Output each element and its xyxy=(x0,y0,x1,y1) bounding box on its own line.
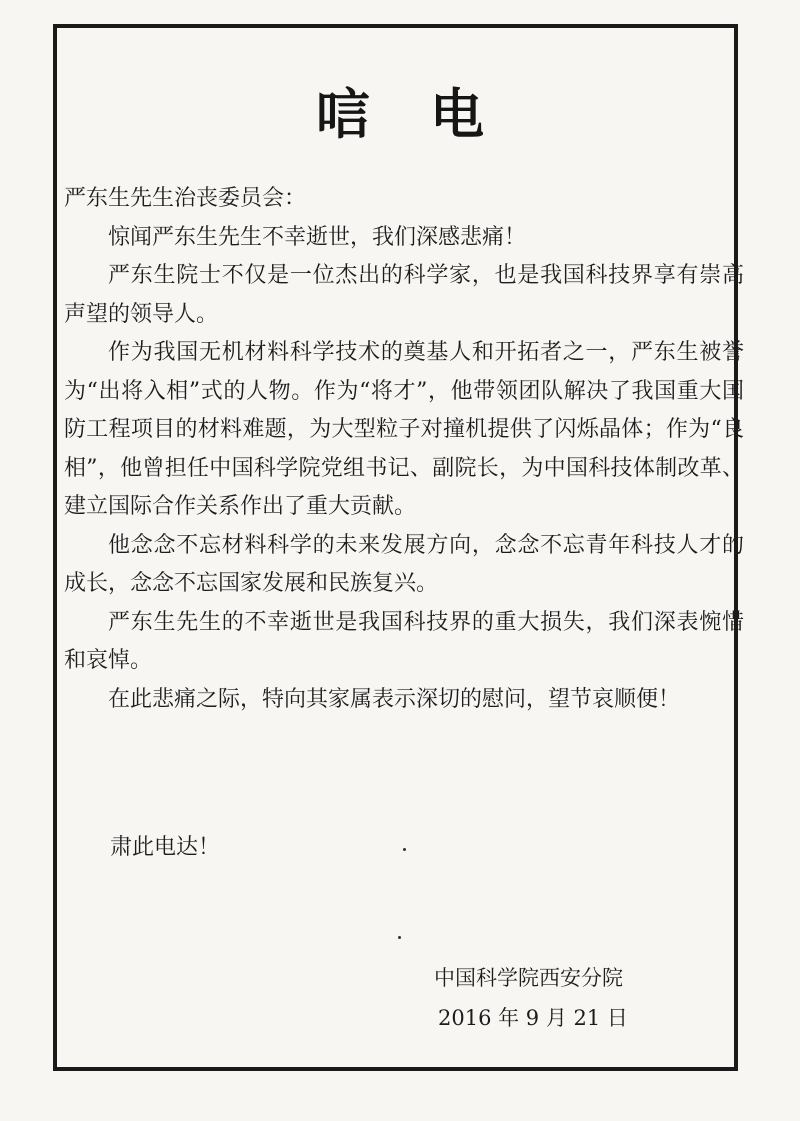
signature-date: 2016 年 9 月 21 日 xyxy=(438,1006,628,1030)
letter-body xyxy=(64,180,744,719)
document-title: 唁电 xyxy=(316,83,544,146)
scan-speck xyxy=(398,936,401,939)
paragraph: 严东生先生的不幸逝世是我国科技界的重大损失，我们深表惋惜和哀悼。 xyxy=(64,609,744,673)
paragraph: 在此悲痛之际，特向其家属表示深切的慰问，望节哀顺便！ xyxy=(108,686,681,712)
signature-organization: 中国科学院西安分院 xyxy=(434,966,623,990)
scan-speck xyxy=(403,848,406,851)
paragraph: 他念念不忘材料科学的未来发展方向，念念不忘青年科技人才的成长，念念不忘国家发展和民族复兴。 xyxy=(64,532,744,596)
signature-block xyxy=(420,958,720,1038)
paragraph: 惊闻严东生先生不幸逝世，我们深感悲痛！ xyxy=(108,224,527,250)
closing-line: 肃此电达！ xyxy=(110,835,221,860)
paragraph: 严东生院士不仅是一位杰出的科学家，也是我国科技界享有崇高声望的领导人。 xyxy=(64,263,744,327)
paragraph: 作为我国无机材料科学技术的奠基人和开拓者之一，严东生被誉为“出将入相”式的人物。作为“将才”，他带领团队解决了我国重大国防工程项目的材料难题，为大型粒子对撞机提供了闪烁晶体；作为“良相”，他曾担任中国科学院党组书记、副院长，为中国科技体制改革、建立国际合作关系作出了重大贡献。 xyxy=(64,340,744,519)
salutation: 严东生先生治丧委员会： xyxy=(64,186,307,211)
